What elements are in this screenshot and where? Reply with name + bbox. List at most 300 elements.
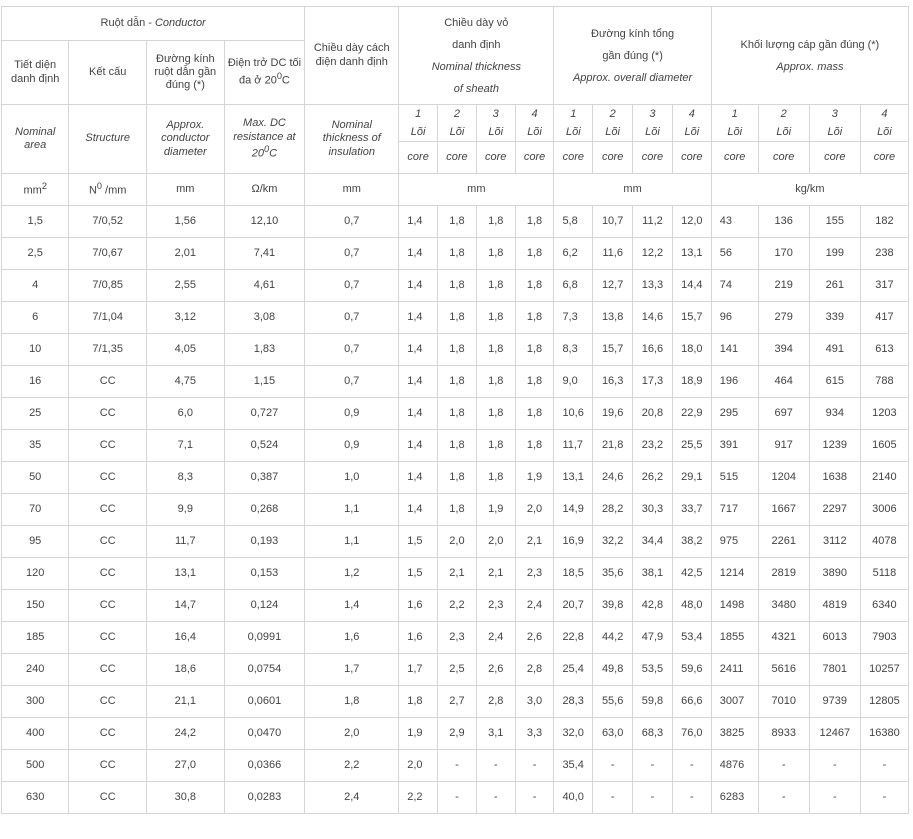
table-cell: 500: [2, 750, 69, 782]
table-cell: 0,7: [305, 334, 399, 366]
table-cell: 13,8: [593, 302, 633, 334]
table-cell: 7,1: [147, 430, 225, 462]
mass-core-en-2: core: [758, 142, 809, 174]
table-cell: 14,6: [633, 302, 673, 334]
table-cell: 2,5: [438, 654, 477, 686]
table-cell: 25: [2, 398, 69, 430]
table-cell: 1,8: [515, 270, 554, 302]
table-cell: 1,5: [399, 526, 438, 558]
table-cell: 4078: [860, 526, 908, 558]
table-cell: CC: [69, 526, 147, 558]
table-cell: 1,4: [399, 238, 438, 270]
table-cell: 4,61: [224, 270, 305, 302]
table-cell: 7/0,85: [69, 270, 147, 302]
table-cell: 1214: [711, 558, 758, 590]
table-cell: 6,0: [147, 398, 225, 430]
table-cell: 3,1: [476, 718, 515, 750]
table-cell: 2,0: [305, 718, 399, 750]
table-cell: 21,1: [147, 686, 225, 718]
table-cell: 788: [860, 366, 908, 398]
table-cell: 2,7: [438, 686, 477, 718]
table-cell: 0,727: [224, 398, 305, 430]
table-cell: 0,9: [305, 398, 399, 430]
table-cell: 1,1: [305, 494, 399, 526]
table-cell: 7/1,04: [69, 302, 147, 334]
table-cell: 1,8: [438, 238, 477, 270]
table-cell: 1,8: [399, 686, 438, 718]
table-cell: 6013: [809, 622, 860, 654]
table-cell: 0,0754: [224, 654, 305, 686]
table-cell: 0,387: [224, 462, 305, 494]
table-cell: 3,08: [224, 302, 305, 334]
table-cell: 24,6: [593, 462, 633, 494]
overall-core-4: 4 Lõi: [672, 105, 711, 142]
table-cell: 0,0991: [224, 622, 305, 654]
table-cell: 6283: [711, 782, 758, 814]
table-cell: 2140: [860, 462, 908, 494]
table-cell: CC: [69, 654, 147, 686]
table-cell: 10,7: [593, 206, 633, 238]
table-cell: 120: [2, 558, 69, 590]
table-row: [2, 366, 909, 398]
table-cell: 2819: [758, 558, 809, 590]
table-cell: 13,3: [633, 270, 673, 302]
conductor-header: Ruột dẫn - Conductor: [2, 7, 305, 41]
table-cell: 1,83: [224, 334, 305, 366]
sheath-core-en-3: core: [476, 142, 515, 174]
table-cell: 12,7: [593, 270, 633, 302]
table-cell: 1638: [809, 462, 860, 494]
table-cell: 1,8: [438, 494, 477, 526]
cond-diam-header-en: Approx. conductor diameter: [147, 105, 225, 174]
table-cell: -: [476, 750, 515, 782]
table-cell: 1,0: [305, 462, 399, 494]
table-cell: 4321: [758, 622, 809, 654]
table-cell: 30,3: [633, 494, 673, 526]
table-cell: 96: [711, 302, 758, 334]
table-cell: 43: [711, 206, 758, 238]
table-cell: 1,4: [399, 366, 438, 398]
table-cell: 42,5: [672, 558, 711, 590]
table-cell: 1,8: [515, 206, 554, 238]
table-cell: 317: [860, 270, 908, 302]
table-cell: 26,2: [633, 462, 673, 494]
table-cell: 1,8: [515, 238, 554, 270]
table-cell: 300: [2, 686, 69, 718]
table-cell: 1,8: [515, 302, 554, 334]
structure-unit: $N^0$ /mm: [69, 174, 147, 206]
table-cell: -: [758, 750, 809, 782]
table-cell: 12,0: [672, 206, 711, 238]
table-cell: 1,4: [399, 462, 438, 494]
table-cell: 2,8: [515, 654, 554, 686]
table-cell: 975: [711, 526, 758, 558]
table-cell: 1,6: [399, 590, 438, 622]
sheath-core-en-2: core: [438, 142, 477, 174]
table-cell: CC: [69, 398, 147, 430]
table-cell: 1855: [711, 622, 758, 654]
table-cell: CC: [69, 366, 147, 398]
mass-core-4: 4 Lõi: [860, 105, 908, 142]
table-cell: 339: [809, 302, 860, 334]
table-cell: 2,3: [476, 590, 515, 622]
table-cell: 464: [758, 366, 809, 398]
table-cell: 35,6: [593, 558, 633, 590]
table-cell: 25,4: [554, 654, 593, 686]
table-row: [2, 270, 909, 302]
table-cell: 1,6: [305, 622, 399, 654]
table-row: [2, 686, 909, 718]
table-cell: 35,4: [554, 750, 593, 782]
table-cell: 22,8: [554, 622, 593, 654]
table-cell: 49,8: [593, 654, 633, 686]
table-cell: 2,9: [438, 718, 477, 750]
table-cell: -: [593, 750, 633, 782]
mass-core-en-1: core: [711, 142, 758, 174]
table-cell: 2,3: [438, 622, 477, 654]
table-cell: 12,10: [224, 206, 305, 238]
table-cell: CC: [69, 430, 147, 462]
table-cell: 1,15: [224, 366, 305, 398]
table-cell: 11,6: [593, 238, 633, 270]
overall-unit: mm: [554, 174, 711, 206]
table-cell: 934: [809, 398, 860, 430]
sheath-core-en-1: core: [399, 142, 438, 174]
table-cell: 1,4: [399, 398, 438, 430]
table-cell: 1,8: [438, 430, 477, 462]
table-cell: 1,9: [399, 718, 438, 750]
insulation-header-vi: Chiều dày cách điện danh định: [305, 7, 399, 105]
table-cell: 697: [758, 398, 809, 430]
table-cell: 155: [809, 206, 860, 238]
table-cell: CC: [69, 494, 147, 526]
table-cell: 7,3: [554, 302, 593, 334]
table-cell: CC: [69, 750, 147, 782]
table-cell: 391: [711, 430, 758, 462]
table-cell: 9,9: [147, 494, 225, 526]
table-cell: 6340: [860, 590, 908, 622]
table-cell: 56: [711, 238, 758, 270]
table-cell: 59,6: [672, 654, 711, 686]
overall-core-en-3: core: [633, 142, 673, 174]
table-cell: -: [860, 782, 908, 814]
table-cell: 11,2: [633, 206, 673, 238]
overall-diameter-header: Đường kính tổng gần đúng (*) Approx. overall diameter: [554, 7, 711, 105]
table-cell: 1,7: [399, 654, 438, 686]
table-cell: 16,9: [554, 526, 593, 558]
table-cell: 10,6: [554, 398, 593, 430]
table-cell: -: [515, 750, 554, 782]
table-cell: CC: [69, 558, 147, 590]
table-cell: 199: [809, 238, 860, 270]
table-row: [2, 206, 909, 238]
table-cell: 15,7: [593, 334, 633, 366]
table-cell: CC: [69, 718, 147, 750]
table-cell: 3007: [711, 686, 758, 718]
table-cell: 18,5: [554, 558, 593, 590]
table-cell: 95: [2, 526, 69, 558]
table-cell: -: [438, 750, 477, 782]
table-cell: 63,0: [593, 718, 633, 750]
area-header-vi: Tiết diện danh định: [2, 41, 69, 105]
sheath-core-en-4: core: [515, 142, 554, 174]
table-cell: 261: [809, 270, 860, 302]
table-cell: 38,2: [672, 526, 711, 558]
table-cell: 22,9: [672, 398, 711, 430]
table-cell: 1,8: [476, 270, 515, 302]
mass-core-1: 1 Lõi: [711, 105, 758, 142]
table-cell: 9739: [809, 686, 860, 718]
table-cell: 2,8: [476, 686, 515, 718]
table-cell: 0,193: [224, 526, 305, 558]
table-cell: -: [633, 782, 673, 814]
table-row: [2, 462, 909, 494]
table-cell: 17,3: [633, 366, 673, 398]
table-cell: 219: [758, 270, 809, 302]
table-cell: 2,0: [438, 526, 477, 558]
table-cell: 7/1,35: [69, 334, 147, 366]
table-cell: 295: [711, 398, 758, 430]
sheath-header: Chiều dày vỏ danh định Nominal thickness of sheath: [399, 7, 554, 105]
table-cell: -: [633, 750, 673, 782]
table-cell: 0,7: [305, 206, 399, 238]
insulation-unit: mm: [305, 174, 399, 206]
table-cell: 2,2: [438, 590, 477, 622]
table-cell: 3,12: [147, 302, 225, 334]
table-cell: 3,3: [515, 718, 554, 750]
table-row: [2, 494, 909, 526]
resistance-unit: Ω/km: [224, 174, 305, 206]
table-cell: 136: [758, 206, 809, 238]
table-cell: 40,0: [554, 782, 593, 814]
table-cell: 38,1: [633, 558, 673, 590]
table-cell: 4876: [711, 750, 758, 782]
mass-header: Khối lượng cáp gần đúng (*) Approx. mass: [711, 7, 908, 105]
mass-core-3: 3 Lõi: [809, 105, 860, 142]
table-cell: 630: [2, 782, 69, 814]
table-row: [2, 558, 909, 590]
table-cell: 0,153: [224, 558, 305, 590]
table-cell: 1,8: [438, 366, 477, 398]
table-cell: 42,8: [633, 590, 673, 622]
table-cell: 21,8: [593, 430, 633, 462]
table-cell: CC: [69, 782, 147, 814]
table-cell: 20,7: [554, 590, 593, 622]
table-cell: 14,9: [554, 494, 593, 526]
table-cell: 33,7: [672, 494, 711, 526]
table-cell: 182: [860, 206, 908, 238]
table-cell: 0,7: [305, 302, 399, 334]
table-cell: 4: [2, 270, 69, 302]
table-cell: 3,0: [515, 686, 554, 718]
sheath-core-4: 4 Lõi: [515, 105, 554, 142]
table-cell: 29,1: [672, 462, 711, 494]
sheath-core-1: 1 Lõi: [399, 105, 438, 142]
table-cell: 48,0: [672, 590, 711, 622]
table-cell: CC: [69, 462, 147, 494]
table-cell: 4,05: [147, 334, 225, 366]
area-header-en: Nominal area: [2, 105, 69, 174]
table-cell: 1,8: [476, 430, 515, 462]
table-cell: 13,1: [672, 238, 711, 270]
table-cell: 16,4: [147, 622, 225, 654]
table-cell: 7010: [758, 686, 809, 718]
table-row: [2, 302, 909, 334]
table-cell: 1,8: [515, 366, 554, 398]
table-row: [2, 750, 909, 782]
cable-spec-table: [1, 6, 909, 814]
table-cell: 0,7: [305, 366, 399, 398]
table-cell: -: [672, 750, 711, 782]
structure-header-en: Structure: [69, 105, 147, 174]
table-cell: 2,6: [476, 654, 515, 686]
table-cell: 1,4: [305, 590, 399, 622]
table-cell: 1,8: [515, 398, 554, 430]
table-cell: 2,1: [515, 526, 554, 558]
table-cell: 4,75: [147, 366, 225, 398]
table-cell: 170: [758, 238, 809, 270]
table-cell: 1,8: [438, 270, 477, 302]
table-cell: 1,9: [515, 462, 554, 494]
table-cell: 53,4: [672, 622, 711, 654]
table-cell: 1,5: [2, 206, 69, 238]
table-cell: 0,268: [224, 494, 305, 526]
table-cell: 16380: [860, 718, 908, 750]
table-cell: 1,8: [305, 686, 399, 718]
table-cell: 6: [2, 302, 69, 334]
table-cell: 2,1: [438, 558, 477, 590]
table-cell: 2,2: [305, 750, 399, 782]
table-cell: 1605: [860, 430, 908, 462]
mass-core-en-4: core: [860, 142, 908, 174]
table-cell: 1,6: [399, 622, 438, 654]
table-cell: 1667: [758, 494, 809, 526]
table-cell: 3112: [809, 526, 860, 558]
table-cell: 2,5: [2, 238, 69, 270]
table-cell: 5616: [758, 654, 809, 686]
table-cell: 2,4: [305, 782, 399, 814]
table-body: [2, 206, 909, 814]
table-cell: 16,6: [633, 334, 673, 366]
table-cell: 44,2: [593, 622, 633, 654]
table-cell: 8,3: [147, 462, 225, 494]
table-cell: 18,9: [672, 366, 711, 398]
table-cell: 0,9: [305, 430, 399, 462]
table-cell: 32,2: [593, 526, 633, 558]
table-cell: -: [809, 750, 860, 782]
table-cell: 7/0,67: [69, 238, 147, 270]
table-cell: 917: [758, 430, 809, 462]
table-cell: 47,9: [633, 622, 673, 654]
table-cell: 9,0: [554, 366, 593, 398]
table-cell: -: [672, 782, 711, 814]
table-cell: 2297: [809, 494, 860, 526]
table-cell: 68,3: [633, 718, 673, 750]
table-row: [2, 718, 909, 750]
table-cell: 3006: [860, 494, 908, 526]
resistance-header-vi: Điện trở DC tối đa ở $20^0C$: [224, 41, 305, 105]
table-cell: 7903: [860, 622, 908, 654]
table-row: [2, 430, 909, 462]
table-cell: 12805: [860, 686, 908, 718]
sheath-core-2: 2 Lõi: [438, 105, 477, 142]
table-cell: 0,0601: [224, 686, 305, 718]
table-cell: 34,4: [633, 526, 673, 558]
table-cell: 0,124: [224, 590, 305, 622]
table-cell: 1204: [758, 462, 809, 494]
table-cell: 24,2: [147, 718, 225, 750]
table-cell: 5118: [860, 558, 908, 590]
overall-core-1: 1 Lõi: [554, 105, 593, 142]
table-cell: 717: [711, 494, 758, 526]
table-cell: 35: [2, 430, 69, 462]
table-cell: 1239: [809, 430, 860, 462]
table-row: [2, 238, 909, 270]
table-cell: 66,6: [672, 686, 711, 718]
table-row: [2, 590, 909, 622]
table-cell: -: [438, 782, 477, 814]
table-cell: 3890: [809, 558, 860, 590]
mass-core-en-3: core: [809, 142, 860, 174]
table-cell: 1,8: [438, 334, 477, 366]
table-cell: 6,8: [554, 270, 593, 302]
table-cell: 3825: [711, 718, 758, 750]
mass-core-2: 2 Lõi: [758, 105, 809, 142]
cond-diam-unit: mm: [147, 174, 225, 206]
table-cell: 196: [711, 366, 758, 398]
table-cell: 1,8: [515, 334, 554, 366]
table-row: [2, 782, 909, 814]
table-cell: -: [809, 782, 860, 814]
table-cell: 1203: [860, 398, 908, 430]
table-cell: 1,4: [399, 430, 438, 462]
table-cell: 1,8: [476, 206, 515, 238]
table-cell: 10: [2, 334, 69, 366]
table-cell: 1,8: [476, 462, 515, 494]
overall-core-3: 3 Lõi: [633, 105, 673, 142]
table-cell: 0,7: [305, 238, 399, 270]
table-cell: 2,01: [147, 238, 225, 270]
table-cell: 0,7: [305, 270, 399, 302]
table-cell: 53,5: [633, 654, 673, 686]
table-cell: 2,1: [476, 558, 515, 590]
table-cell: 185: [2, 622, 69, 654]
table-cell: -: [860, 750, 908, 782]
table-cell: 141: [711, 334, 758, 366]
table-cell: 7/0,52: [69, 206, 147, 238]
table-cell: 1,4: [399, 302, 438, 334]
table-cell: 1,8: [476, 238, 515, 270]
area-unit: $mm^2$: [2, 174, 69, 206]
table-cell: 74: [711, 270, 758, 302]
table-cell: 2,0: [476, 526, 515, 558]
table-cell: 2,0: [399, 750, 438, 782]
table-cell: 11,7: [554, 430, 593, 462]
table-cell: 32,0: [554, 718, 593, 750]
table-cell: 76,0: [672, 718, 711, 750]
table-cell: 2,55: [147, 270, 225, 302]
table-cell: 1,2: [305, 558, 399, 590]
table-cell: 1,1: [305, 526, 399, 558]
table-row: [2, 622, 909, 654]
table-cell: 2,4: [476, 622, 515, 654]
table-cell: 12467: [809, 718, 860, 750]
table-cell: 417: [860, 302, 908, 334]
table-cell: 1,5: [399, 558, 438, 590]
table-cell: 2,6: [515, 622, 554, 654]
table-cell: 16,3: [593, 366, 633, 398]
table-cell: 1498: [711, 590, 758, 622]
